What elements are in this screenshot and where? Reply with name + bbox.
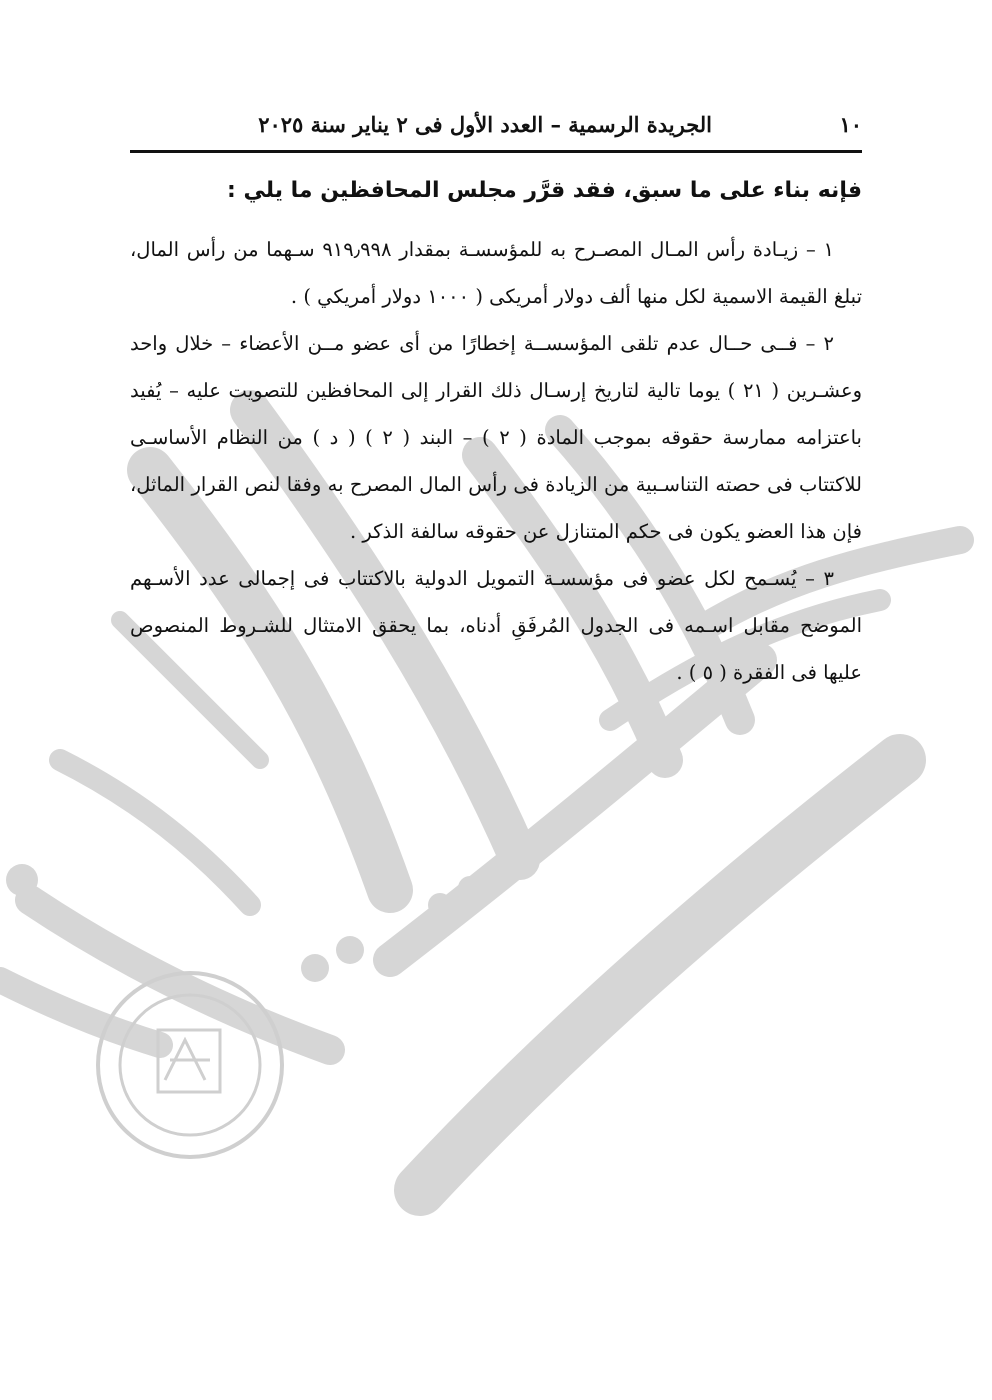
paragraph-1: ١ – زيـادة رأس المـال المصـرح به للمؤسسـة بمقدار ٩١٩٫٩٩٨ سـهما من رأس المال، تبلغ القيمة الاسمية لكل منها ألف دولار أمريكى ( ١٠٠٠ دولار أمريكي ) . xyxy=(130,238,862,308)
paragraph-3: ٣ – يُسـمح لكل عضو فى مؤسسـة التمويل الدولية بالاكتتاب فى إجمالى عدد الأسـهم الموضح مقابل اسـمه فى الجدول المُرفَقِ أدناه، بما يحقق الامتثال للشـروط المنصوص عليها فى الفقرة ( ٥ ) . xyxy=(130,567,862,684)
seal-icon xyxy=(98,973,282,1157)
paragraph-2: ٢ – فــى حــال عدم تلقى المؤسســة إخطارًا من أى عضو مــن الأعضاء – خلال واحد وعشـرين ( ٢١ ) يوما تالية لتاريخ إرسـال ذلك القرار إلى المحافظين للتصويت عليه – يُفيد باعتزامه ممارسة حقوقه بموجب المادة ( ٢ ) – البند ( ٢ ) ( د ) من النظام الأساسـى للاكتتاب فى حصته التناسـبية من الزيادة فى رأس المال المصرح به وفقا لنص القرار الماثل، فإن هذا العضو يكون فى حكم المتنازل عن حقوقه سالفة الذكر . xyxy=(130,332,862,543)
page-number: ١٠ xyxy=(839,112,862,137)
gazette-title: الجريدة الرسمية – العدد الأول فى ٢ يناير سنة ٢٠٢٥ xyxy=(258,112,712,137)
page-header xyxy=(130,112,862,146)
header-divider xyxy=(130,150,862,153)
decision-body xyxy=(130,226,862,696)
decision-intro: فإنه بناء على ما سبق، فقد قرَّر مجلس المحافظين ما يلي : xyxy=(227,178,862,203)
